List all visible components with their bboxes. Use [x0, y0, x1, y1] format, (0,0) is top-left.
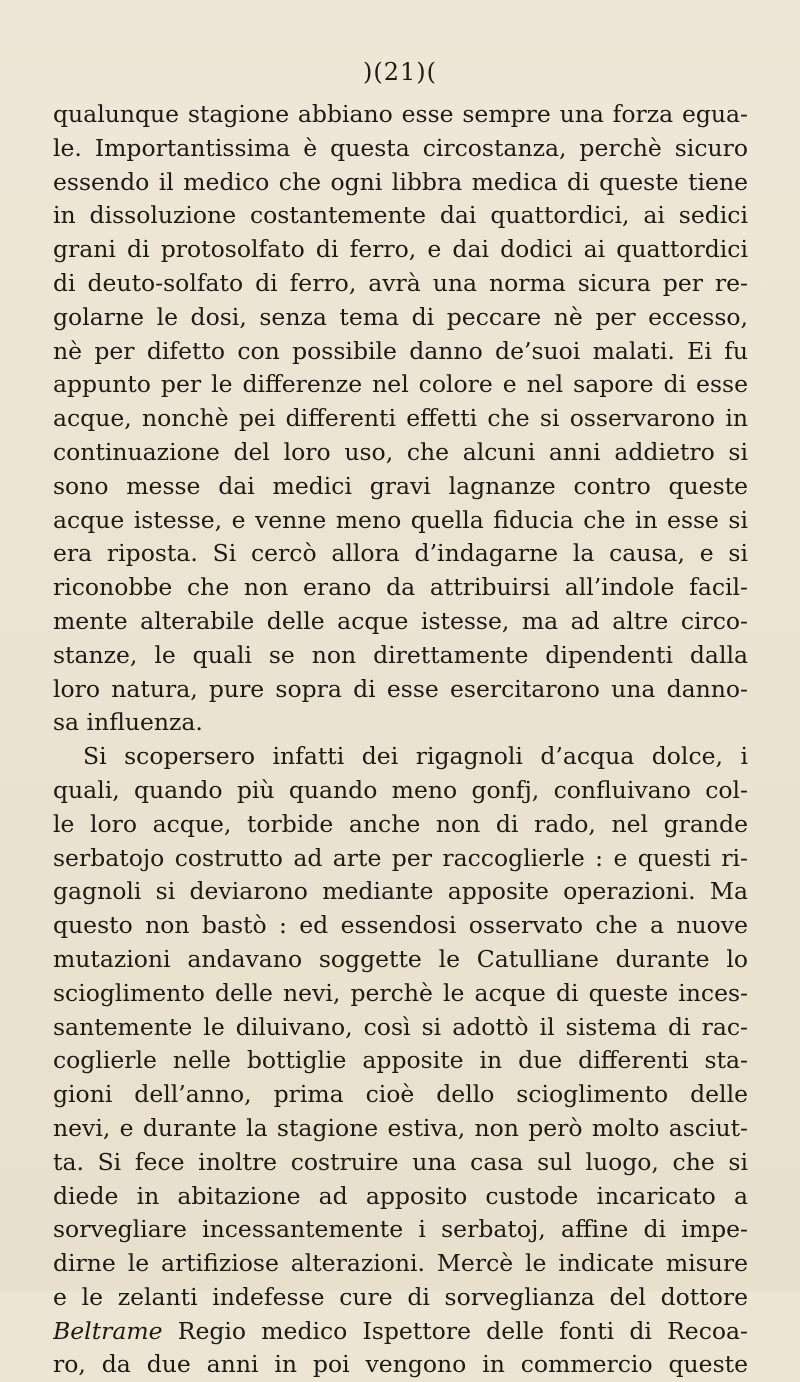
- text-line: golarne le dosi, senza tema di peccare nè per eccesso,: [53, 302, 748, 331]
- text-line: gagnoli si deviarono mediante apposite operazioni. Ma: [53, 877, 748, 906]
- text-line: quali, quando più quando meno gonfj, confluivano col-: [53, 775, 748, 804]
- text-line: coglierle nelle bottiglie apposite in due differenti sta-: [53, 1046, 748, 1075]
- text-line: sorvegliare incessantemente i serbatoj, affine di impe-: [53, 1215, 748, 1244]
- text-line: grani di protosolfato di ferro, e dai dodici ai quattordici: [53, 235, 748, 264]
- text-line: mutazioni andavano soggette le Catulliane durante lo: [53, 944, 748, 973]
- text-line: serbatojo costrutto ad arte per raccoglierle : e questi ri-: [53, 843, 748, 872]
- text-line-with-name: [53, 1315, 748, 1349]
- text-line: appunto per le differenze nel colore e nel sapore di esse: [53, 370, 748, 399]
- text-line: acque istesse, e venne meno quella fiducia che in esse si: [53, 505, 748, 534]
- text-line: ta. Si fece inoltre costruire una casa sul luogo, che si: [53, 1147, 748, 1176]
- page-number: )(21)(: [363, 58, 437, 86]
- paragraph-end-line: sa influenza.: [53, 708, 203, 737]
- text-line: le loro acque, torbide anche non di rado, nel grande: [53, 809, 748, 838]
- text-line: sono messe dai medici gravi lagnanze contro queste: [53, 471, 748, 500]
- text-line: nevi, e durante la stagione estiva, non però molto asciut-: [53, 1113, 748, 1142]
- text-line: le. Importantissima è questa circostanza, perchè sicuro: [53, 133, 748, 162]
- text-line: loro natura, pure sopra di esse esercitarono una danno-: [53, 674, 748, 703]
- text-line: in dissoluzione costantemente dai quattordici, ai sedici: [53, 201, 748, 230]
- text-line: dirne le artifiziose alterazioni. Mercè le indicate misure: [53, 1249, 748, 1278]
- text-line-rest: Regio medico Ispettore delle fonti di Recoa-: [177, 1316, 748, 1345]
- text-line: santemente le diluivano, così si adottò il sistema di rac-: [53, 1012, 748, 1041]
- text-line: questo non bastò : ed essendosi osservato che a nuove: [53, 911, 748, 940]
- body-text: [53, 98, 748, 1382]
- text-line: stanze, le quali se non direttamente dipendenti dalla: [53, 640, 748, 669]
- text-line: gioni dell’anno, prima cioè dello scioglimento delle: [53, 1080, 748, 1109]
- text-line: qualunque stagione abbiano esse sempre una forza egua-: [53, 100, 748, 128]
- text-line: di deuto-solfato di ferro, avrà una norma sicura per re-: [53, 268, 748, 297]
- text-line: acque, nonchè pei differenti effetti che si osservarono in: [53, 404, 748, 433]
- person-name: Beltrame: [53, 1316, 163, 1345]
- text-line: scioglimento delle nevi, perchè le acque di queste inces-: [53, 978, 748, 1007]
- text-line: e le zelanti indefesse cure di sorveglianza del dottore: [53, 1282, 748, 1311]
- text-line: diede in abitazione ad apposito custode incaricato a: [53, 1181, 748, 1210]
- text-line: continuazione del loro uso, che alcuni anni addietro si: [53, 437, 748, 466]
- text-line: mente alterabile delle acque istesse, ma ad altre circo-: [53, 606, 748, 635]
- text-line: nè per difetto con possibile danno de’suoi malati. Ei fu: [53, 336, 748, 365]
- text-line: riconobbe che non erano da attribuirsi all’indole facil-: [53, 573, 748, 602]
- paragraph-start-line: Si scopersero infatti dei rigagnoli d’acqua dolce, i: [83, 742, 748, 771]
- text-line: era riposta. Si cercò allora d’indagarne la causa, e si: [53, 539, 748, 568]
- text-line: essendo il medico che ogni libbra medica di queste tiene: [53, 167, 748, 196]
- text-line: ro, da due anni in poi vengono in commercio queste: [53, 1350, 748, 1379]
